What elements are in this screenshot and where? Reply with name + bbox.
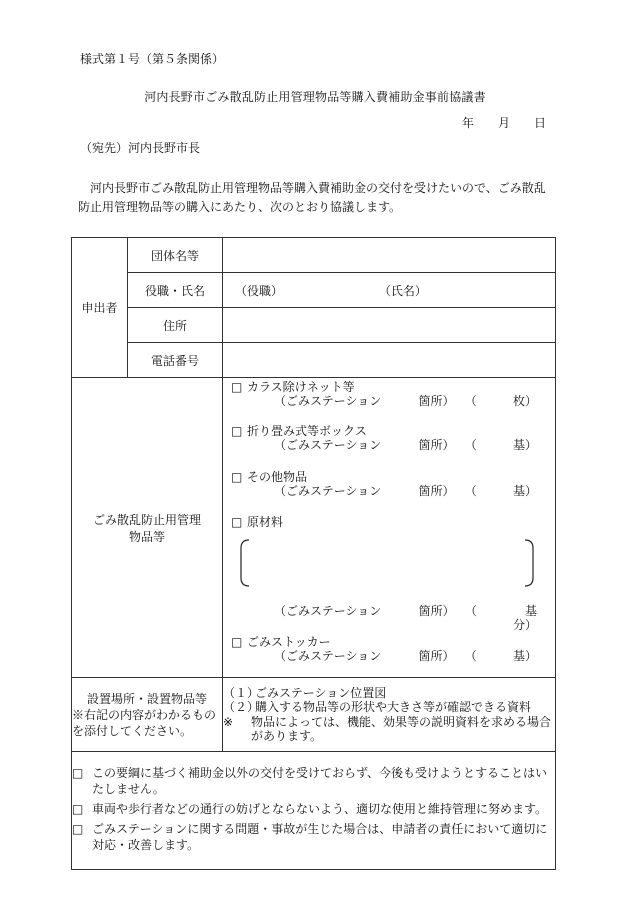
station-label: （ごみステーション — [274, 649, 382, 663]
count-label: 箇所） — [418, 484, 455, 498]
count-label: 箇所） — [418, 604, 455, 618]
attachment-note: 物品によっては、機能、効果等の説明資料を求める場合があります。 — [251, 715, 552, 743]
open-paren: （ — [464, 394, 477, 408]
checkbox[interactable]: □ — [231, 380, 243, 394]
application-table — [71, 237, 556, 870]
declaration-item — [72, 821, 555, 853]
goods-section-label: ごみ散乱防止用管理物品等 — [72, 378, 223, 678]
applicant-section-label: 申出者 — [72, 238, 128, 378]
attachments-label-cell — [72, 678, 223, 752]
declaration-item — [72, 765, 555, 797]
date-line — [462, 114, 546, 131]
phone-field[interactable] — [223, 343, 556, 378]
declarations-cell — [72, 752, 556, 870]
checkbox[interactable]: □ — [231, 515, 243, 529]
org-field[interactable] — [223, 238, 556, 273]
station-label: （ごみステーション — [274, 604, 382, 618]
goods-item-material — [231, 515, 537, 529]
role-name-field[interactable] — [223, 273, 556, 308]
unit-label: 基） — [512, 649, 537, 663]
declaration-text: この要綱に基づく補助金以外の交付を受けておらず、今後も受けようとすることはいたしません。 — [92, 765, 548, 796]
goods-item-name: 原材料 — [247, 515, 284, 529]
goods-item-material-count — [231, 604, 538, 632]
open-paren: （ — [464, 484, 477, 498]
address-label: 住所 — [128, 308, 223, 343]
unit-label: 基） — [512, 438, 537, 452]
attachment-item: 購入する物品等の形状や大きさ等が確認できる資料 — [255, 700, 532, 714]
goods-item-stocker — [231, 635, 537, 663]
checkbox[interactable]: □ — [231, 635, 243, 649]
address-field[interactable] — [223, 308, 556, 343]
open-paren: （ — [464, 604, 477, 618]
role-name-label: 役職・氏名 — [128, 273, 223, 308]
open-paren: （ — [464, 649, 477, 663]
goods-item-name: カラス除けネット等 — [247, 380, 355, 394]
attachments-title: 設置場所・設置物品等 — [86, 691, 207, 706]
goods-item-name: ごみストッカー — [247, 635, 331, 649]
declaration-item — [72, 801, 555, 817]
attachment-number: （２） — [223, 700, 260, 714]
checkbox[interactable]: □ — [231, 470, 243, 484]
name-placeholder: （氏名） — [378, 283, 427, 298]
material-detail-bracket[interactable] — [239, 538, 535, 588]
unit-label: 基分） — [513, 604, 538, 632]
goods-item-box — [231, 424, 537, 452]
unit-label: 基） — [512, 484, 537, 498]
date-day-label: 日 — [534, 116, 547, 130]
station-label: （ごみステーション — [274, 484, 382, 498]
open-paren: （ — [464, 438, 477, 452]
count-label: 箇所） — [418, 438, 455, 452]
goods-item-name: 折り畳み式等ボックス — [247, 424, 367, 438]
goods-list-cell — [223, 378, 556, 678]
org-label: 団体名等 — [128, 238, 223, 273]
count-label: 箇所） — [418, 394, 455, 408]
goods-item-name: その他物品 — [247, 470, 308, 484]
attachment-number: （１） — [223, 686, 260, 700]
goods-item-other — [231, 470, 537, 498]
attachments-list-cell — [223, 678, 556, 752]
station-label: （ごみステーション — [274, 394, 382, 408]
checkbox[interactable]: □ — [72, 801, 84, 816]
station-label: （ごみステーション — [274, 438, 382, 452]
addressee: （宛先）河内長野市長 — [80, 141, 201, 155]
unit-label: 枚） — [512, 394, 537, 408]
declaration-text: ごみステーションに関する問題・事故が生じた場合は、申請者の責任において適切に対応・改善します。 — [92, 821, 548, 852]
checkbox[interactable]: □ — [72, 821, 84, 836]
phone-label: 電話番号 — [128, 343, 223, 378]
date-month-label: 月 — [498, 116, 511, 130]
date-year-label: 年 — [462, 116, 475, 130]
attachments-note: ※右記の内容がわかるものを添付してください。 — [72, 707, 217, 738]
checkbox[interactable]: □ — [231, 424, 243, 438]
intro-paragraph: 河内長野市ごみ散乱防止用管理物品等購入費補助金の交付を受けたいので、ごみ散乱防止用管理物品等の購入にあたり、次のとおり協議します。 — [78, 181, 546, 214]
goods-item-net — [231, 380, 537, 408]
checkbox[interactable]: □ — [72, 765, 84, 780]
form-number: 様式第１号（第５条関係） — [80, 52, 225, 66]
attachment-item: ごみステーション位置図 — [255, 686, 387, 700]
role-placeholder: （役職） — [235, 283, 284, 298]
count-label: 箇所） — [418, 649, 455, 663]
note-mark: ※ — [223, 715, 234, 729]
document-title: 河内長野市ごみ散乱防止用管理物品等購入費補助金事前協議書 — [144, 90, 486, 104]
declaration-text: 車両や歩行者などの通行の妨げとならないよう、適切な使用と維持管理に努めます。 — [92, 801, 548, 816]
